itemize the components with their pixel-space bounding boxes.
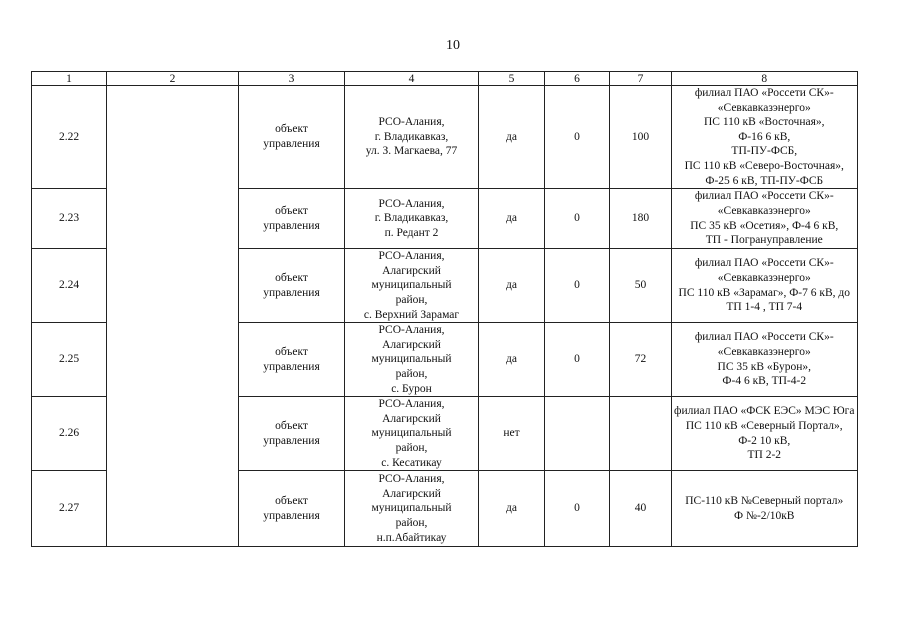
address-cell [345, 86, 479, 189]
object-type-cell-line: управления [263, 360, 320, 373]
object-type-cell [239, 397, 345, 471]
object-type-cell [239, 323, 345, 397]
column-header: 5 [479, 72, 545, 86]
availability-cell: да [479, 323, 545, 397]
row-number-cell: 2.26 [32, 397, 107, 471]
object-type-cell-line: управления [263, 434, 320, 447]
column-7-cell [610, 397, 672, 471]
address-cell-line: район, [395, 367, 428, 380]
row-number-cell: 2.22 [32, 86, 107, 189]
power-source-cell-line: ТП 1-4 , ТП 7-4 [726, 301, 803, 314]
address-cell-line: муниципальный [371, 427, 452, 440]
power-source-cell [672, 86, 858, 189]
address-cell-line: район, [395, 516, 428, 529]
availability-cell: да [479, 471, 545, 547]
address-cell [345, 471, 479, 547]
power-source-cell-line: Ф-4 6 кВ, ТП-4-2 [722, 375, 807, 388]
address-cell-line: п. Редант 2 [384, 226, 439, 239]
object-type-cell-line: управления [263, 509, 320, 522]
column-6-cell: 0 [545, 471, 610, 547]
object-type-cell-line: управления [263, 138, 320, 151]
power-source-cell [672, 249, 858, 323]
address-cell-line: район, [395, 441, 428, 454]
data-table [31, 71, 858, 547]
power-source-cell-line: ПС 110 кВ «Восточная», [703, 116, 825, 129]
row-number-cell: 2.24 [32, 249, 107, 323]
object-type-cell-line: объект [275, 346, 308, 359]
column-7-cell: 100 [610, 86, 672, 189]
address-cell-line: Алагирский [382, 338, 441, 351]
object-type-cell-line: объект [275, 495, 308, 508]
power-source-cell-line: «Севкавказэнерго» [717, 346, 811, 359]
power-source-cell-line: филиал ПАО «Россети СК»- [694, 257, 834, 270]
power-source-cell-line: ТП 2-2 [747, 449, 782, 462]
address-cell-line: РСО-Алания, [378, 473, 445, 486]
merged-empty-cell [107, 86, 239, 547]
power-source-cell-line: ПС 35 кВ «Бурон», [717, 360, 811, 373]
power-source-cell-line: ТП-ПУ-ФСБ, [731, 145, 798, 158]
page-number: 10 [446, 38, 460, 53]
address-cell-line: РСО-Алания, [378, 116, 445, 129]
availability-cell: нет [479, 397, 545, 471]
power-source-cell-line: ПС 110 кВ «Зарамаг», Ф-7 6 кВ, до [678, 286, 850, 299]
address-cell-line: Алагирский [382, 264, 441, 277]
object-type-cell-line: управления [263, 219, 320, 232]
column-7-cell: 72 [610, 323, 672, 397]
availability-cell: да [479, 189, 545, 249]
column-header: 6 [545, 72, 610, 86]
power-source-cell-line: Ф №-2/10кВ [734, 509, 795, 522]
power-source-cell [672, 397, 858, 471]
power-source-cell [672, 189, 858, 249]
object-type-cell [239, 86, 345, 189]
column-6-cell: 0 [545, 189, 610, 249]
availability-cell: да [479, 249, 545, 323]
address-cell-line: РСО-Алания, [378, 324, 445, 337]
row-number-cell: 2.25 [32, 323, 107, 397]
object-type-cell [239, 189, 345, 249]
address-cell-line: н.п.Абайтикау [376, 531, 447, 544]
power-source-cell-line: «Севкавказэнерго» [717, 272, 811, 285]
power-source-cell-line: «Севкавказэнерго» [717, 101, 811, 114]
column-7-cell: 50 [610, 249, 672, 323]
address-cell-line: г. Владикавказ, [374, 212, 449, 225]
address-cell-line: муниципальный [371, 353, 452, 366]
object-type-cell [239, 471, 345, 547]
column-7-cell: 180 [610, 189, 672, 249]
power-source-cell-line: ПС 110 кВ «Северо-Восточная», [684, 159, 844, 172]
column-7-cell: 40 [610, 471, 672, 547]
column-header: 2 [107, 72, 239, 86]
address-cell-line: с. Бурон [391, 382, 432, 395]
object-type-cell-line: объект [275, 205, 308, 218]
address-cell [345, 323, 479, 397]
address-cell-line: РСО-Алания, [378, 197, 445, 210]
power-source-cell-line: ТП - Погрануправление [705, 234, 823, 247]
address-cell-line: Алагирский [382, 412, 441, 425]
power-source-cell-line: филиал ПАО «Россети СК»- [694, 331, 834, 344]
power-source-cell-line: ПС 110 кВ «Северный Портал», [685, 420, 843, 433]
address-cell-line: ул. З. Магкаева, 77 [365, 145, 458, 158]
table-row [32, 86, 858, 189]
address-cell-line: с. Кесатикау [381, 456, 442, 469]
address-cell-line: РСО-Алания, [378, 250, 445, 263]
power-source-cell-line: филиал ПАО «Россети СК»- [694, 190, 834, 203]
column-header: 8 [672, 72, 858, 86]
address-cell [345, 189, 479, 249]
address-cell-line: Алагирский [382, 487, 441, 500]
power-source-cell-line: филиал ПАО «Россети СК»- [694, 87, 834, 99]
power-source-cell [672, 323, 858, 397]
row-number-cell: 2.23 [32, 189, 107, 249]
power-source-cell [672, 471, 858, 547]
column-header: 3 [239, 72, 345, 86]
table-header-row [32, 72, 858, 86]
address-cell [345, 397, 479, 471]
address-cell-line: район, [395, 293, 428, 306]
row-number-cell: 2.27 [32, 471, 107, 547]
power-source-cell-line: «Севкавказэнерго» [717, 205, 811, 218]
column-header: 1 [32, 72, 107, 86]
object-type-cell-line: объект [275, 272, 308, 285]
column-6-cell: 0 [545, 86, 610, 189]
power-source-cell-line: ПС-110 кВ №Северный портал» [685, 495, 844, 508]
object-type-cell-line: объект [275, 420, 308, 433]
power-source-cell-line: Ф-2 10 кВ, [738, 434, 791, 447]
object-type-cell-line: управления [263, 286, 320, 299]
power-source-cell-line: Ф-16 6 кВ, [738, 130, 791, 143]
power-source-cell-line: Ф-25 6 кВ, ТП-ПУ-ФСБ [705, 174, 824, 187]
address-cell-line: РСО-Алания, [378, 398, 445, 411]
address-cell [345, 249, 479, 323]
column-6-cell: 0 [545, 249, 610, 323]
address-cell-line: с. Верхний Зарамаг [363, 308, 460, 321]
column-header: 4 [345, 72, 479, 86]
address-cell-line: г. Владикавказ, [374, 130, 449, 143]
power-source-cell-line: ПС 35 кВ «Осетия», Ф-4 6 кВ, [690, 219, 839, 232]
address-cell-line: муниципальный [371, 279, 452, 292]
column-6-cell: 0 [545, 323, 610, 397]
object-type-cell-line: объект [275, 123, 308, 136]
column-6-cell [545, 397, 610, 471]
column-header: 7 [610, 72, 672, 86]
address-cell-line: муниципальный [371, 502, 452, 515]
availability-cell: да [479, 86, 545, 189]
object-type-cell [239, 249, 345, 323]
power-source-cell-line: филиал ПАО «ФСК ЕЭС» МЭС Юга [674, 405, 855, 418]
